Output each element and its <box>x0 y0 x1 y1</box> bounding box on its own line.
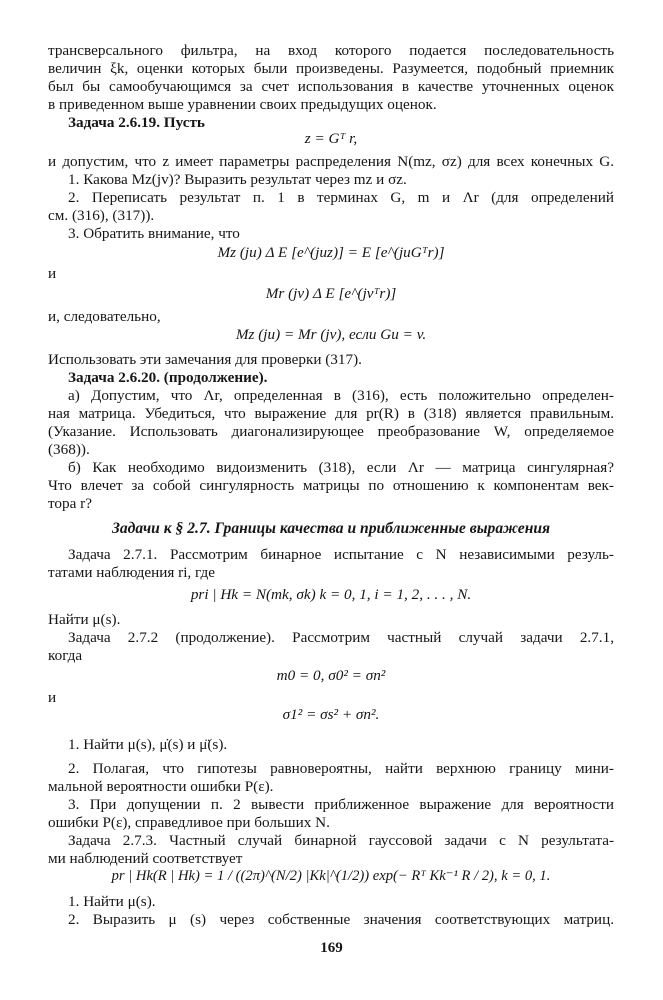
text-line: и допустим, что z имеет параметры распределения N(mz, σz) для всех конечных G. <box>48 153 614 170</box>
formula-binary-test: pri | Hk = N(mk, σk) k = 0, 1, i = 1, 2, . . . , N. <box>190 586 472 603</box>
formula-characteristic-r: Mr (jv) Δ E [e^(jvᵀr)] <box>265 285 397 302</box>
text-line: и <box>48 689 57 706</box>
text-line: величин ξk, оценки которых были произведены. Разумеется, подобный приемник <box>48 60 614 77</box>
text-line: 1. Какова Mz(jv)? Выразить результат через mz и σz. <box>68 171 407 188</box>
text-line: см. (316), (317)). <box>48 207 155 224</box>
formula-sigma1: σ1² = σs² + σn². <box>282 706 380 723</box>
text-line: б) Как необходимо видоизменить (318), если Λr — матрица сингулярная? <box>68 459 614 476</box>
text-line: 3. При допущении п. 2 вывести приближенное выражение для вероятности <box>68 796 614 813</box>
text-line: когда <box>48 647 83 664</box>
text-line: ная матрица. Убедиться, что выражение для pr(R) в (318) является правильным. <box>48 405 614 422</box>
formula-m0-sigma0: m0 = 0, σ0² = σn² <box>276 667 386 684</box>
problem-heading-2-7-3: Задача 2.7.3. Частный случай бинарной гауссовой задачи с N результата- <box>68 832 614 849</box>
text-line: Найти μ(s). <box>48 611 121 628</box>
formula-characteristic-z: Mz (ju) Δ E [e^(juz)] = E [e^(juGᵀr)] <box>217 244 445 261</box>
formula-gaussian-density: pr | Hk(R | Hk) = 1 / ((2π)^(N/2) |Kk|^(1/2)) exp(− Rᵀ Kk⁻¹ R / 2), k = 0, 1. <box>111 868 551 884</box>
text-line: тора r? <box>48 495 92 512</box>
problem-heading-2-6-19: Задача 2.6.19. Пусть <box>68 114 205 131</box>
text-line: ми наблюдений соответствует <box>48 850 243 867</box>
text-line: Использовать эти замечания для проверки (317). <box>48 351 362 368</box>
formula-equivalence: Mz (ju) = Mr (jv), если Gu = v. <box>235 326 427 343</box>
problem-heading-2-7-2: Задача 2.7.2 (продолжение). Рассмотрим частный случай задачи 2.7.1, <box>68 629 614 646</box>
text-line: ошибки P(ε), справедливое при больших N. <box>48 814 330 831</box>
problem-heading-2-7-1: Задача 2.7.1. Рассмотрим бинарное испытание с N независимыми резуль- <box>68 546 614 563</box>
text-line: и, следовательно, <box>48 308 161 325</box>
text-line: и <box>48 265 57 282</box>
section-heading: Задачи к § 2.7. Границы качества и приближенные выражения <box>111 520 551 537</box>
text-line: был бы самообучающимся за счет использования в качестве уточненных оценок <box>48 78 614 95</box>
formula-z: z = Gᵀ r, <box>304 130 358 147</box>
text-line: а) Допустим, что Λr, определенная в (316), есть положительно определен- <box>68 387 614 404</box>
text-line: 1. Найти μ(s), μ̇(s) и μ̈(s). <box>68 736 228 753</box>
text-line: 2. Переписать результат п. 1 в терминах G, m и Λr (для определений <box>68 189 614 206</box>
text-line: 2. Выразить μ (s) через собственные значения соответствующих матриц. <box>68 911 614 928</box>
text-line: Что влечет за собой сингулярность матрицы по отношению к компонентам век- <box>48 477 614 494</box>
page-number: 169 <box>320 940 343 956</box>
text-line: трансверсального фильтра, на вход которого подается последовательность <box>48 42 614 59</box>
text-line: 2. Полагая, что гипотезы равновероятны, найти верхнюю границу мини- <box>68 760 614 777</box>
text-line: (Указание. Использовать диагонализирующее преобразование W, определяемое <box>48 423 614 440</box>
text-line: 3. Обратить внимание, что <box>68 225 240 242</box>
problem-heading-2-6-20: Задача 2.6.20. (продолжение). <box>68 369 268 386</box>
text-line: в приведенном выше уравнении своих предыдущих оценок. <box>48 96 437 113</box>
text-line: татами наблюдения ri, где <box>48 564 215 581</box>
text-line: (368)). <box>48 441 90 458</box>
text-line: мальной вероятности ошибки P(ε). <box>48 778 274 795</box>
text-line: 1. Найти μ(s). <box>68 893 156 910</box>
